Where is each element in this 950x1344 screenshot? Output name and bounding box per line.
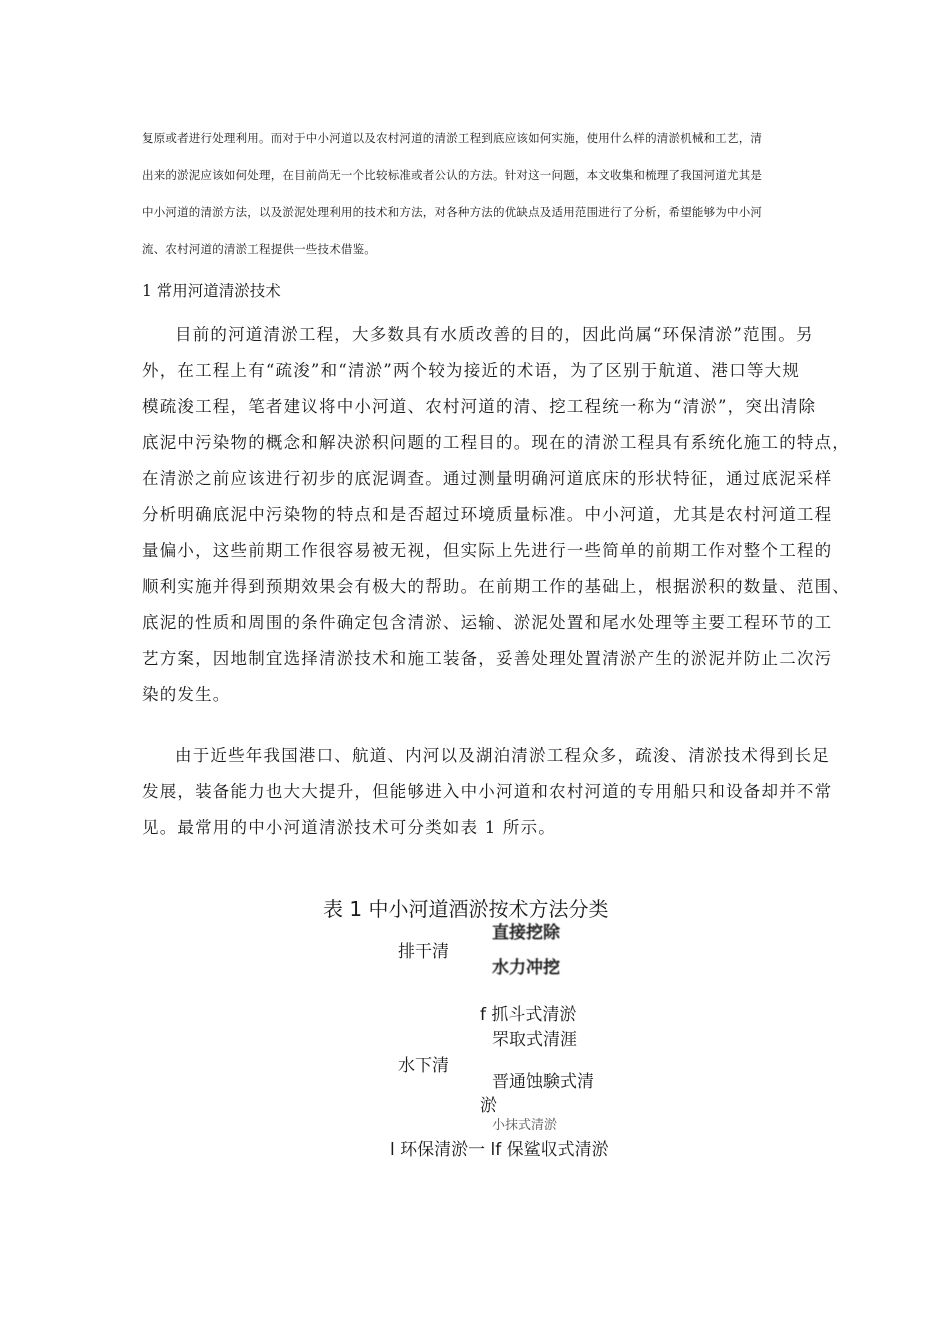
category-eco-dredging: l 环保清淤一 lf 保鲨収式清淤 bbox=[390, 1140, 609, 1160]
text-line: 染的发生。 bbox=[142, 685, 231, 704]
category-drain: 排干清 bbox=[398, 942, 449, 962]
section-heading: 1 常用河道清淤技术 bbox=[142, 282, 281, 300]
text-line: 见。最常用的中小河道清淤技术可分类如表 1 所示。 bbox=[142, 818, 556, 837]
text-line: 外，在工程上有“疏浚”和“清淤”两个较为接近的术语，为了区别于航道、港口等大规 bbox=[142, 361, 801, 380]
method-direct-excavation: 直接挖除 bbox=[492, 923, 560, 943]
method-hydraulic-flush: 水力冲挖 bbox=[492, 958, 560, 978]
text-line: 量偏小，这些前期工作很容易被无视，但实际上先进行一些简单的前期工作对整个工程的 bbox=[142, 541, 833, 560]
text-line: 模疏浚工程，笔者建议将中小河道、农村河道的清、挖工程统一称为“清淤”，突出清除 bbox=[142, 397, 817, 416]
text-line: 流、农村河道的清淤工程提供一些技术借鉴。 bbox=[142, 242, 376, 256]
text-line: 底泥的性质和周围的条件确定包含清淤、运输、淤泥处置和尾水处理等主要工程环节的工 bbox=[142, 613, 833, 632]
method-bucket-dredging: 罘取式清涯 bbox=[492, 1030, 577, 1050]
text-line: 发展，装备能力也大大提升，但能够进入中小河道和农村河道的专用船只和设备却并不常 bbox=[142, 782, 833, 801]
text-line: 复原或者进行处理利用。而对于中小河道以及农村河道的清淤工程到底应该如何实施，使用什么样的清淤机械和工艺，清 bbox=[142, 131, 763, 145]
text-line: 顺利实施并得到预期效果会有极大的帮助。在前期工作的基础上，根据淤积的数量、范围、 bbox=[142, 577, 850, 596]
method-grab-dredging: f 抓斗式清淤 bbox=[480, 1005, 577, 1025]
clipped-text: 小抹式清淤 bbox=[492, 1118, 558, 1133]
text-line: 艺方案，因地制宜选择清淤技术和施工装备，妥善处理处置清淤产生的淤泥并防止二次污 bbox=[142, 649, 833, 668]
text-line: 由于近些年我国港口、航道、内河以及湖泊清淤工程众多，疏浚、清淤技术得到长足 bbox=[175, 746, 830, 765]
text-line: 分析明确底泥中污染物的特点和是否超过环境质量标准。中小河道，尤其是农村河道工程 bbox=[142, 505, 833, 524]
text-line: 在清淤之前应该进行初步的底泥调查。通过测量明确河道底床的形状特征，通过底泥采样 bbox=[142, 469, 833, 488]
text-line: 底泥中污染物的概念和解决淤积问题的工程目的。现在的清淤工程具有系统化施工的特点， bbox=[142, 433, 850, 452]
text-line: 中小河道的清淤方法，以及淤泥处理利用的技术和方法，对各种方法的优缺点及适用范围进行了分析，希望能够为中小河 bbox=[142, 205, 763, 219]
table-title: 表 1 中小河道酒淤按术方法分类 bbox=[323, 897, 609, 921]
method-suction-dredging-cont: 淤 bbox=[480, 1096, 497, 1116]
category-underwater: 水下清 bbox=[398, 1056, 449, 1076]
text-line: 目前的河道清淤工程，大多数具有水质改善的目的，因此尚属“环保清淤”范围。另 bbox=[175, 325, 814, 344]
text-line: 出来的淤泥应该如何处理，在目前尚无一个比较标准或者公认的方法。针对这一问题，本文收集和梳理了我国河道尤其是 bbox=[142, 168, 763, 182]
method-suction-dredging: 晋通蚀験式清 bbox=[492, 1072, 594, 1092]
